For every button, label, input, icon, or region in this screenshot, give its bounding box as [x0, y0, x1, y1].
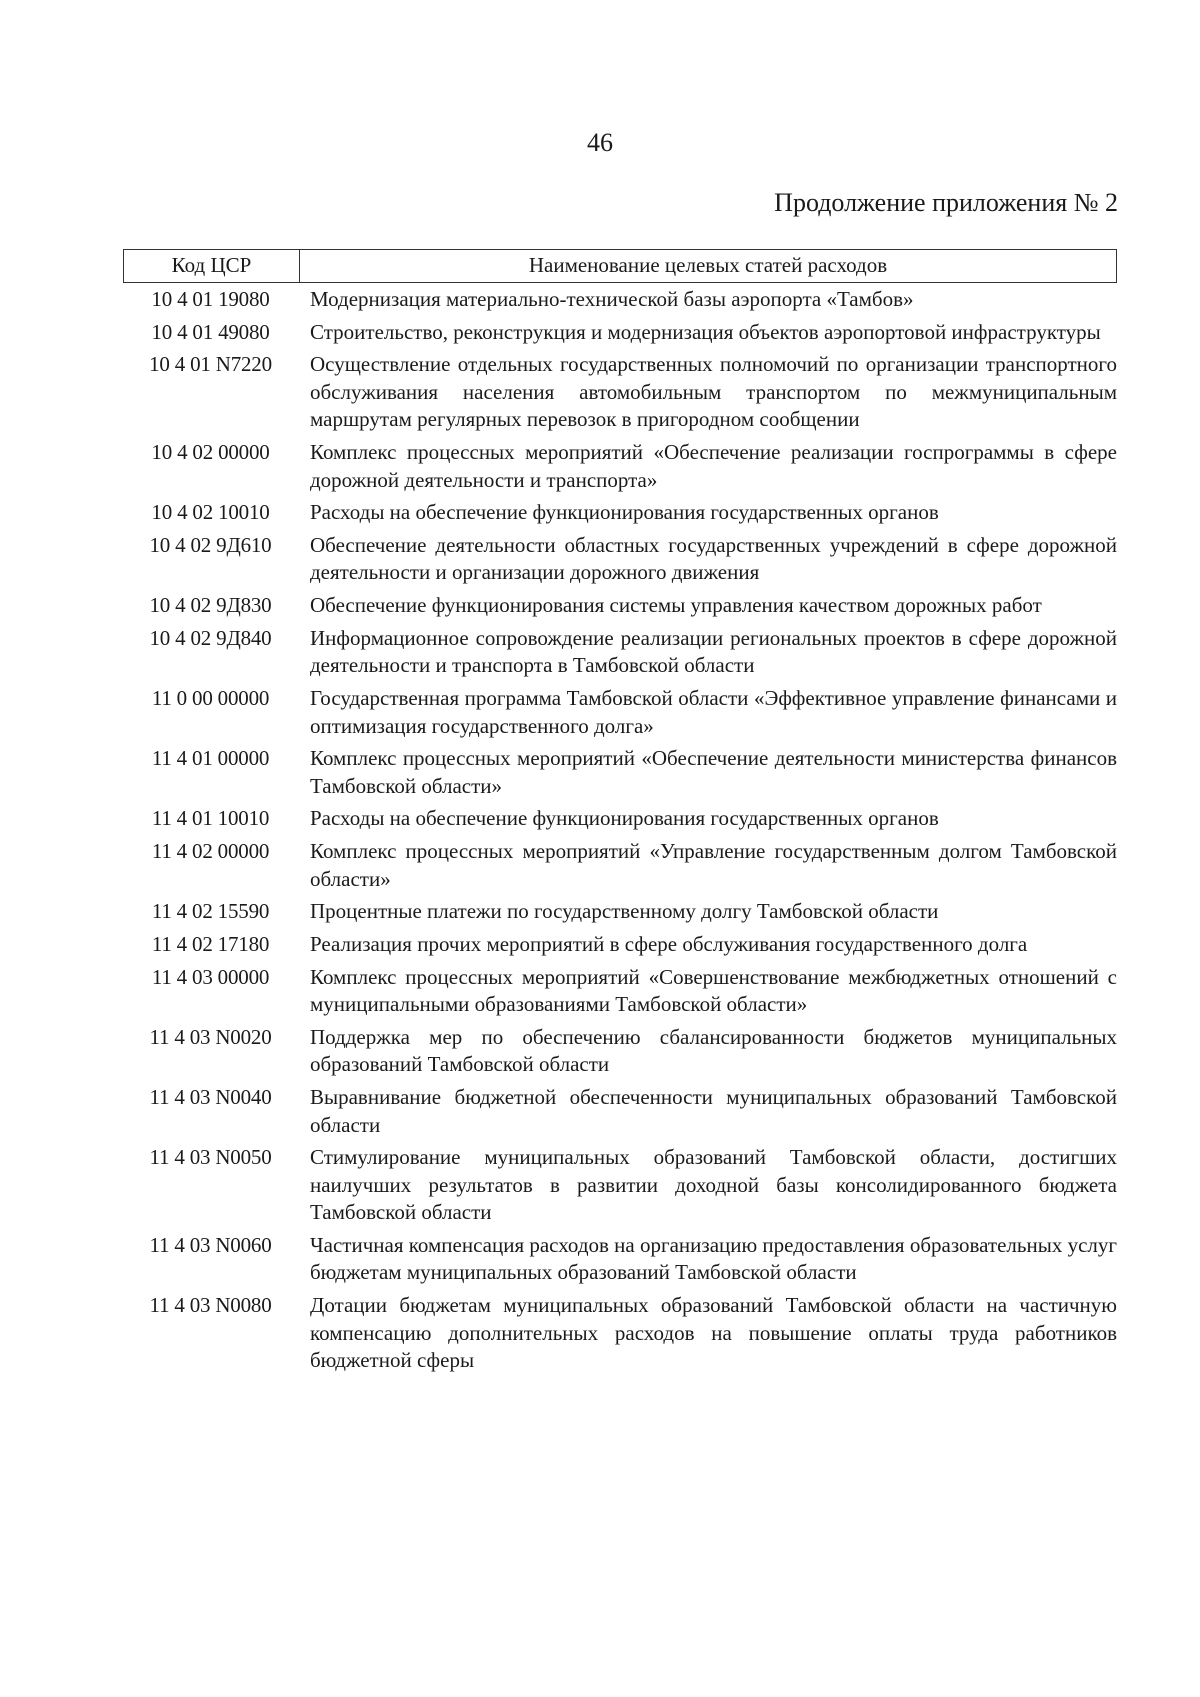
row-name: Процентные платежи по государственному долгу Тамбовской области [310, 899, 939, 924]
table-row [123, 286, 1117, 314]
row-name: Комплекс процессных мероприятий «Управление государственным долгом Тамбовской области» [310, 839, 1117, 891]
row-code: 10 4 01 N7220 [149, 352, 272, 377]
row-name: Строительство, реконструкция и модернизация объектов аэропортовой инфраструктуры [310, 319, 1101, 344]
table-row [123, 1084, 1117, 1139]
row-code: 11 4 03 N0060 [149, 1232, 272, 1257]
table-row [123, 805, 1117, 833]
table-row [123, 439, 1117, 494]
row-name: Комплекс процессных мероприятий «Совершенствование межбюджетных отношений с муниципальными образованиями Тамбовской области» [310, 964, 1117, 1017]
table-header [123, 249, 1117, 283]
row-name: Осуществление отдельных государственных полномочий по организации транспортного обслуживания населения автомобильным транспортом по межмуниципальным маршрутам регулярных перевозок в пригородном сообщении [310, 352, 1117, 432]
row-name: Стимулирование муниципальных образований Тамбовской области, достигших наилучших результатов в развитии доходной базы консолидированного бюджета Тамбовской области [310, 1145, 1117, 1225]
row-code: 10 4 02 00000 [151, 440, 270, 465]
row-code: 10 4 01 19080 [151, 287, 270, 311]
row-code: 10 4 02 9Д840 [149, 625, 272, 650]
row-name: Информационное сопровождение реализации региональных проектов в сфере дорожной деятельности и транспорта в Тамбовской области [310, 625, 1117, 678]
row-code: 11 0 00 00000 [151, 686, 270, 710]
table-row [123, 745, 1117, 800]
row-name: Дотации бюджетам муниципальных образований Тамбовской области на частичную компенсацию дополнительных расходов на повышение оплаты труда работников бюджетной сферы [310, 1293, 1117, 1373]
table-row [123, 964, 1117, 1019]
row-name: Комплекс процессных мероприятий «Обеспечение реализации госпрограммы в сфере дорожной деятельности и транспорта» [310, 440, 1117, 492]
row-name: Государственная программа Тамбовской области «Эффективное управление финансами и оптимизация государственного долга» [310, 686, 1117, 738]
table-row [123, 351, 1117, 434]
appendix-continuation-note: Продолжение приложения № 2 [774, 188, 1118, 217]
table-row [123, 1144, 1117, 1227]
row-code: 11 4 02 00000 [151, 839, 270, 864]
table-row [123, 592, 1117, 620]
row-name: Обеспечение деятельности областных государственных учреждений в сфере дорожной деятельности и организации дорожного движения [310, 532, 1117, 585]
row-name: Расходы на обеспечение функционирования государственных органов [310, 806, 939, 831]
row-name: Выравнивание бюджетной обеспеченности муниципальных образований Тамбовской области [310, 1085, 1117, 1137]
table-body [123, 286, 1117, 1380]
row-name: Обеспечение функционирования системы управления качеством дорожных работ [310, 593, 1042, 618]
row-code: 11 4 02 15590 [151, 899, 270, 924]
row-code: 11 4 03 N0040 [149, 1085, 272, 1109]
row-code: 11 4 03 00000 [151, 964, 270, 989]
table-row [123, 499, 1117, 527]
row-name: Модернизация материально-технической базы аэропорта «Тамбов» [310, 287, 914, 311]
row-code: 10 4 02 9Д610 [149, 532, 272, 557]
row-code: 11 4 01 10010 [151, 806, 270, 831]
table-row [123, 625, 1117, 680]
row-code: 11 4 01 00000 [151, 746, 270, 771]
table-row [123, 319, 1117, 347]
table-row [123, 898, 1117, 926]
row-name: Поддержка мер по обеспечению сбалансированности бюджетов муниципальных образований Тамбовской области [310, 1024, 1117, 1077]
row-code: 11 4 02 17180 [151, 931, 270, 956]
header-code-column: Код ЦСР [171, 253, 252, 277]
header-name-column: Наименование целевых статей расходов [528, 253, 888, 277]
row-name: Расходы на обеспечение функционирования государственных органов [310, 500, 939, 525]
row-code: 10 4 01 49080 [151, 319, 270, 344]
table-row [123, 931, 1117, 959]
table-row [123, 1024, 1117, 1079]
row-code: 10 4 02 9Д830 [149, 593, 272, 618]
row-code: 10 4 02 10010 [151, 500, 270, 525]
table-row [123, 1292, 1117, 1375]
row-name: Реализация прочих мероприятий в сфере обслуживания государственного долга [310, 931, 1028, 956]
table-row [123, 532, 1117, 587]
table-row [123, 838, 1117, 893]
row-name: Частичная компенсация расходов на организацию предоставления образовательных услуг бюджетам муниципальных образований Тамбовской области [310, 1232, 1117, 1285]
row-code: 11 4 03 N0050 [149, 1145, 272, 1170]
row-code: 11 4 03 N0080 [149, 1293, 272, 1318]
row-code: 11 4 03 N0020 [149, 1024, 272, 1049]
row-name: Комплекс процессных мероприятий «Обеспечение деятельности министерства финансов Тамбовской области» [310, 746, 1117, 798]
table-row [123, 1232, 1117, 1287]
table-row [123, 685, 1117, 740]
page-number: 46 [587, 128, 613, 157]
